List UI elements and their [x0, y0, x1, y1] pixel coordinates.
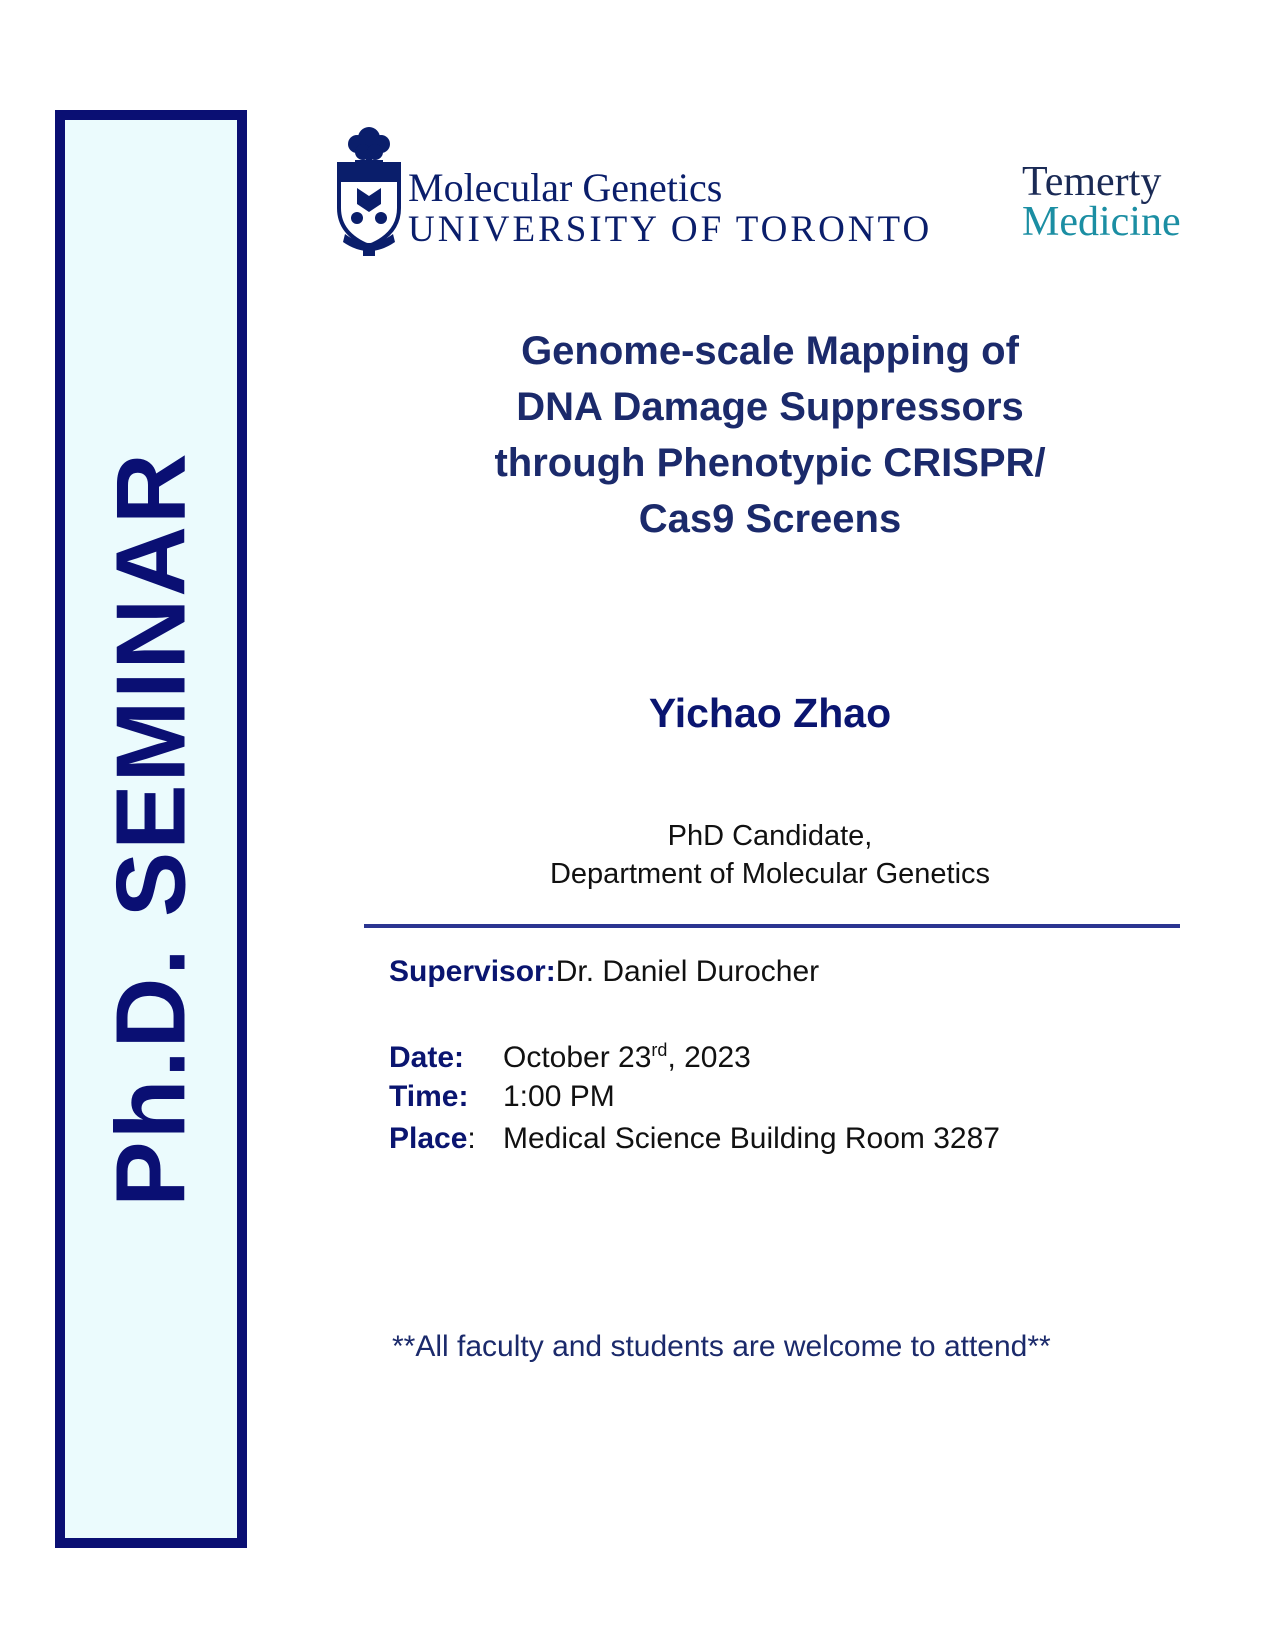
supervisor-row	[389, 955, 819, 989]
title-line: DNA Damage Suppressors	[516, 385, 1024, 429]
time-label: Time:	[389, 1080, 469, 1113]
seminar-sidebar	[55, 110, 247, 1548]
time-value: 1:00 PM	[503, 1080, 615, 1113]
place-row	[389, 1122, 1000, 1156]
date-day: October 23	[503, 1041, 652, 1074]
title-line: through Phenotypic CRISPR/	[494, 441, 1046, 485]
title-line: Genome-scale Mapping of	[521, 329, 1019, 373]
place-label-text: Place	[389, 1122, 468, 1155]
supervisor-value: Dr. Daniel Durocher	[555, 955, 820, 988]
date-value	[503, 1041, 751, 1074]
presenter-name: Yichao Zhao	[648, 690, 892, 736]
university-crest-icon	[335, 122, 403, 260]
date-year: , 2023	[667, 1041, 751, 1074]
temerty-wordmark: Temerty	[1022, 159, 1162, 205]
presenter-role	[400, 817, 1140, 893]
date-ordinal: rd	[651, 1040, 668, 1060]
university-wordmark: UNIVERSITY OF TORONTO	[408, 209, 933, 250]
date-label: Date:	[389, 1041, 465, 1074]
department-wordmark: Molecular Genetics	[408, 165, 723, 210]
welcome-note: **All faculty and students are welcome to attend**	[392, 1330, 1051, 1363]
place-label	[389, 1122, 503, 1156]
seminar-title	[400, 323, 1140, 547]
sidebar-title: Ph.D. SEMINAR	[95, 451, 206, 1207]
time-row	[389, 1080, 615, 1114]
role-line: PhD Candidate,	[667, 820, 873, 852]
role-line: Department of Molecular Genetics	[549, 858, 991, 890]
temerty-medicine-logo	[1022, 159, 1181, 245]
place-colon: :	[467, 1122, 476, 1155]
supervisor-label: Supervisor:	[389, 955, 556, 988]
section-divider	[364, 924, 1180, 928]
medicine-wordmark: Medicine	[1022, 199, 1181, 245]
date-row	[389, 1040, 751, 1075]
place-value: Medical Science Building Room 3287	[503, 1122, 1000, 1155]
title-line: Cas9 Screens	[638, 497, 902, 541]
